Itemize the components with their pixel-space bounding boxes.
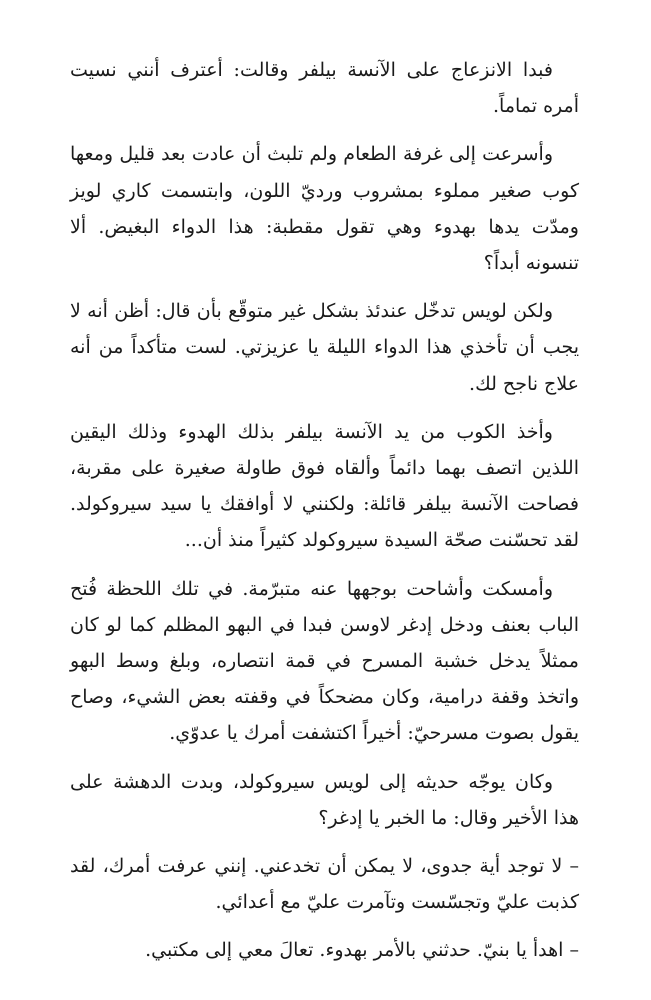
dialogue-line-2: – اهدأ يا بنيّ. حدثني بالأمر بهدوء. تعالَ معي إلى مكتبي.: [145, 939, 579, 962]
paragraph-6: وكان يوجّه حديثه إلى لويس سيروكولد، وبدت الدهشة على هذا الأخير وقال: ما الخبر يا إدغر؟: [70, 770, 579, 829]
paragraph-5: وأمسكت وأشاحت بوجهها عنه متبرّمة. في تلك اللحظة فُتح الباب بعنف ودخل إدغر لاوسن فبدا في البهو المظلم كما لو كان ممثلاً يدخل خشبة المسرح في قمة انتصاره، وبلغ وسط البهو واتخذ وقفة درامية، وكان مضحكاً في وقفته بعض الشيء، وصاح يقول بصوت مسرحيّ: أخيراً اكتشفت أمرك يا عدوّي.: [70, 577, 579, 745]
paragraph-1: فبدا الانزعاج على الآنسة بيلفر وقالت: أعترف أنني نسيت أمره تماماً.: [70, 59, 579, 118]
paragraph-3: ولكن لويس تدخّل عندئذ بشكل غير متوقّع بأن قال: أظن أنه لا يجب أن تأخذي هذا الدواء الليلة يا عزيزتي. لست متأكداً من أنه علاج ناجح لك.: [70, 300, 579, 395]
paragraph-4: وأخذ الكوب من يد الآنسة بيلفر بذلك الهدوء وذلك اليقين اللذين اتصف بهما دائماً وألقاه فوق طاولة صغيرة على مقربة، فصاحت الآنسة بيلفر قائلة: ولكنني لا أوافقك يا سيد سيروكولد. لقد تحسّنت صحّة السيدة سيروكولد كثيراً منذ أن...: [70, 420, 579, 552]
dialogue-line-1: – لا توجد أية جدوى، لا يمكن أن تخدعني. إنني عرفت أمرك، لقد كذبت عليّ وتجسّست وتآمرت عليّ مع أعدائي.: [70, 855, 579, 914]
paragraph-2: وأسرعت إلى غرفة الطعام ولم تلبث أن عادت بعد قليل ومعها كوب صغير مملوء بمشروب ورديّ اللون، وابتسمت كاري لويز ومدّت يدها بهدوء وهي تقول مقطبة: هذا الدواء البغيض. ألا تنسونه أبداً؟: [70, 143, 579, 275]
